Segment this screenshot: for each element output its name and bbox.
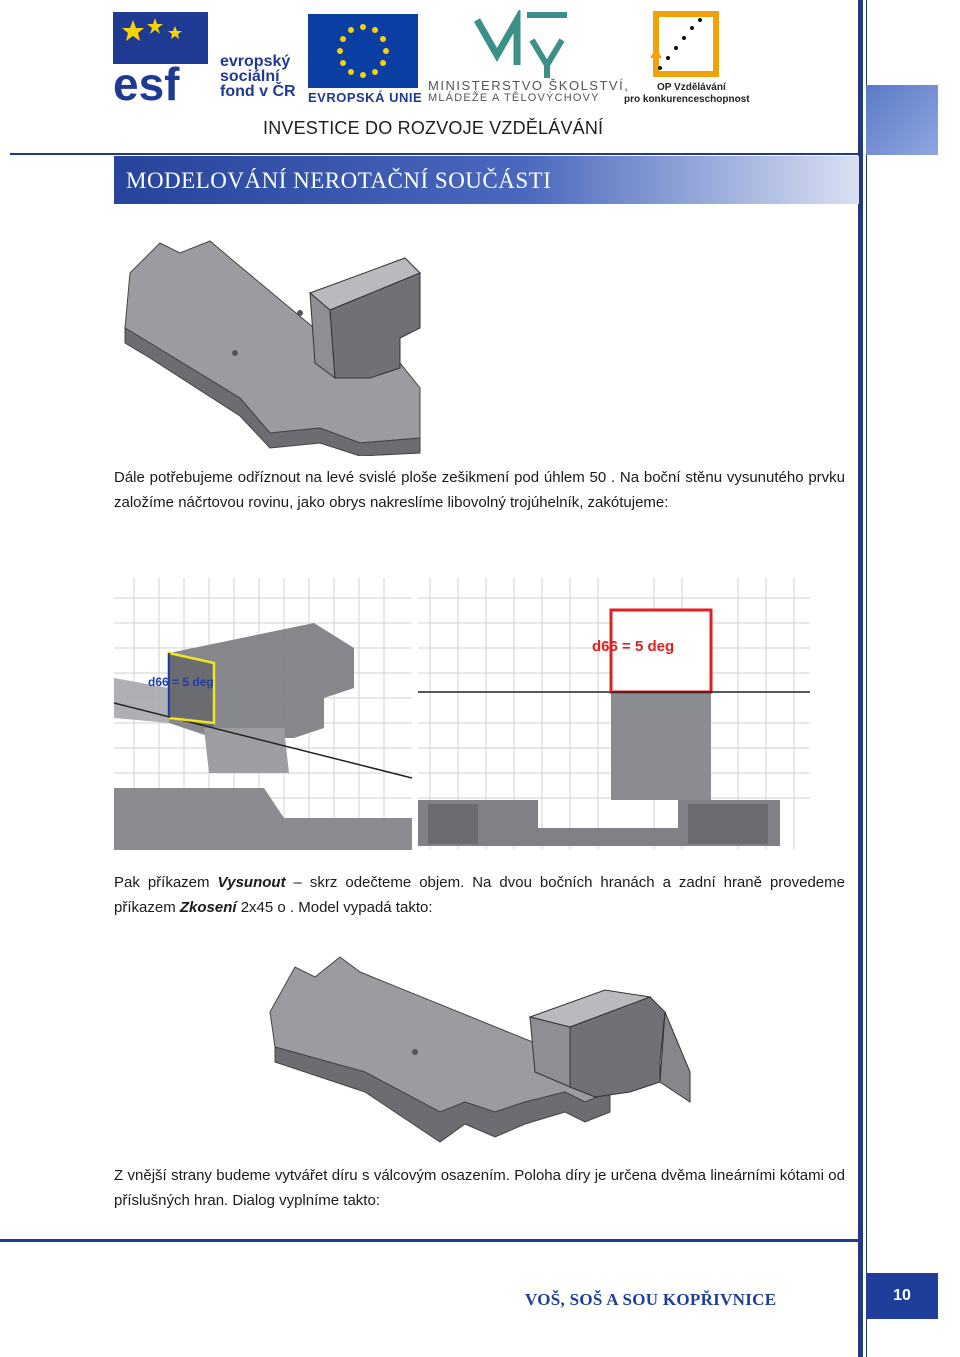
- esf-wordmark: [220, 54, 296, 99]
- paragraph-2-part-a: Pak příkazem: [114, 874, 218, 891]
- footer-divider: [0, 1239, 860, 1242]
- esf-logo: [113, 12, 208, 102]
- sketch-render-left: [114, 578, 412, 850]
- msmt-name-line-1: MINISTERSTVO ŠKOLSTVÍ,: [428, 78, 630, 93]
- investice-slogan: INVESTICE DO ROZVOJE VZDĚLÁVÁNÍ: [263, 118, 604, 138]
- header-logos: [0, 0, 960, 150]
- command-zkoseni: Zkosení: [179, 898, 237, 916]
- paragraph-2-part-c: – skrz odečteme objem. Na dvou bočních hranách a zadní hraně provedeme příkazem: [114, 874, 845, 916]
- footer-school-name: VOŠ, SOŠ A SOU KOPŘIVNICE: [525, 1290, 777, 1309]
- eu-flag: [308, 14, 418, 88]
- paragraph-1: Dále potřebujeme odříznout na levé svislé ploše zešikmení pod úhlem 50 . Na boční stěnu vysunutého prvku založíme náčrtovou rovinu, jako obrys nakreslíme libovolný trojúhelník, zakótujeme:: [114, 469, 845, 511]
- paragraph-3: Z vnější strany budeme vytvářet díru s válcovým osazením. Poloha díry je určena dvěma lineárními kótami od příslušných hran. Dialog vyplníme takto:: [114, 1167, 845, 1209]
- esf-line-3: fond v ČR: [220, 83, 296, 100]
- op-name-line-1: OP Vzdělávání: [657, 82, 726, 93]
- page-number: 10: [866, 1273, 938, 1319]
- paragraph-2: [114, 871, 845, 920]
- dimension-label-left: d66 = 5 deg: [148, 675, 214, 689]
- esf-line-2: sociální: [220, 68, 280, 85]
- command-vysunout: Vysunout: [217, 874, 286, 891]
- sketch-render-right: [418, 578, 810, 850]
- section-title: MODELOVÁNÍ NEROTAČNÍ SOUČÁSTI: [126, 168, 552, 193]
- model-render-1: [120, 238, 425, 456]
- op-name-line-2: pro konkurenceschopnost: [624, 94, 750, 105]
- section-title-bar: [114, 156, 859, 204]
- header-divider: [10, 153, 860, 155]
- eu-label: EVROPSKÁ UNIE: [308, 90, 423, 105]
- svg-text:esf: esf: [113, 58, 180, 102]
- msmt-logo: [472, 10, 582, 80]
- op-logo: [650, 8, 722, 80]
- paragraph-2-part-e: 2x45 o . Model vypadá takto:: [236, 898, 433, 916]
- corner-decoration: [866, 85, 938, 155]
- model-render-2: [265, 952, 695, 1150]
- right-margin-line-thin: [866, 0, 867, 1357]
- dimension-label-right: d66 = 5 deg: [592, 638, 675, 655]
- msmt-name-line-2: MLÁDEŽE A TĚLOVÝCHOVY: [428, 92, 600, 104]
- esf-line-1: evropský: [220, 53, 291, 70]
